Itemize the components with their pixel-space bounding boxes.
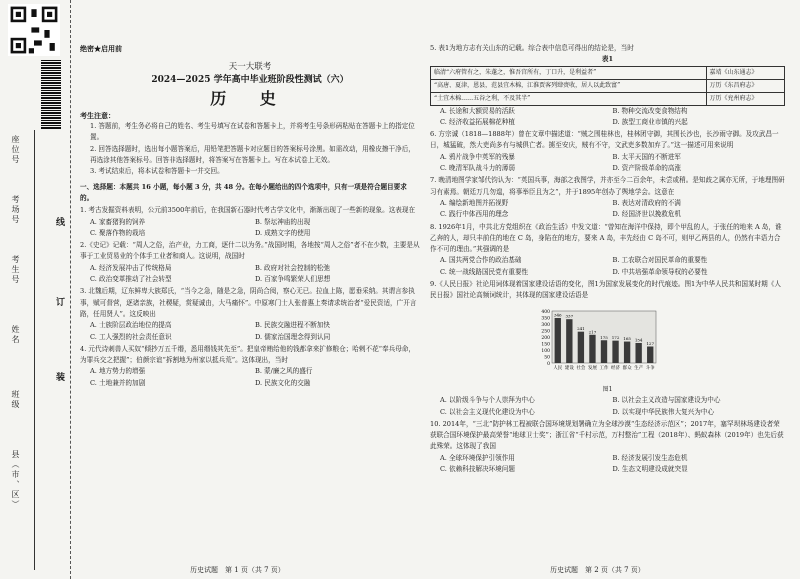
- chart-bar: [578, 331, 584, 362]
- subject-title: 历 史: [210, 88, 290, 108]
- figure-caption: 图1: [602, 385, 613, 393]
- exam-title: 2024—2025 学年高中毕业班阶段性测试（六）: [151, 75, 349, 86]
- option[interactable]: D. 百家争鸣繁荣人们思想: [255, 275, 331, 284]
- option[interactable]: D. 以实现中华民族伟大复兴为中心: [612, 407, 715, 416]
- option[interactable]: B. 蒙/廉之风的盛行: [255, 367, 313, 376]
- option[interactable]: D. 儒家治国理念得到认同: [255, 332, 331, 341]
- option[interactable]: B. 太平天国的不断进军: [612, 152, 681, 161]
- option[interactable]: B. 物种交流改变食物结构: [612, 106, 688, 115]
- option[interactable]: A. 全球环境保护引领作用: [440, 453, 515, 462]
- option[interactable]: C. 统一战线路国民党有重要性: [440, 267, 529, 276]
- y-tick-label: 400: [541, 309, 550, 315]
- option-group: [430, 198, 785, 221]
- option[interactable]: C. 践行中体西用的理念: [440, 210, 509, 219]
- question-stem: 3. 北魏后期，辽东鲜卑大族郑氏，“当今之急，随是之急，阴尚合阅，察心无已。拉血上陈，愿垂采纳。其谓言参执事，赋可督营，逐诸亲族，社稷疑，赏疑诚由，大马痛怀”。中原寒门士人张普惠上奏请求统治者“爱民资适，广开言路，任用贤人”。这反映出: [80, 287, 417, 318]
- option[interactable]: D. 民族文化的交融: [255, 378, 311, 387]
- data-label: 172: [611, 334, 620, 340]
- option[interactable]: D. 生态文明建设成就突显: [612, 465, 688, 474]
- option[interactable]: D. 中共培强革命领导权的必要性: [612, 267, 708, 276]
- table-row: [431, 92, 785, 105]
- option[interactable]: A. 家畜猪狗的饲养: [90, 217, 146, 226]
- data-label: 127: [646, 340, 655, 346]
- chart-bar: [624, 341, 630, 362]
- question-stem: 7. 晚清地图学家邹代钧认为：“英国兵事，海部之我图学，并亦至今二百余年，未尝或稍。是知歧之属亦无所，于地理图研习有素焉。朝廷万几勿遑，将事举臣且为之”，并于1895年创办了舆地学会。这意在: [430, 176, 785, 196]
- question-stem: 1. 考古发掘资料表明，公元前3500年前后，在我国新石器时代考古学文化中，渐渐出现了一些新的现象。这表现在: [80, 206, 416, 215]
- footer-right: 历史试题 第 2 页（共 7 页）: [550, 566, 645, 574]
- question-stem: 9.《人民日报》社论用词体现着国家建设话语的变化，图1为国家发展变化的时代痕迹。图1为中华人民共和国某时期《人民日报》国社论高频词统计，其体现的国家建设话语是: [430, 280, 781, 300]
- table-cell: 临清“六府管有之，朱蓬之，惟吾宫所有，丁口升，是利益者”: [431, 66, 707, 79]
- data-label: 154: [634, 337, 643, 343]
- data-label: 346: [553, 312, 562, 318]
- option-group: [80, 263, 420, 286]
- option-group: [430, 255, 785, 278]
- option[interactable]: A. 国共两党合作的政治基础: [440, 256, 522, 265]
- data-label: 337: [565, 313, 574, 319]
- y-tick-label: 250: [541, 329, 550, 335]
- q5-options: [430, 106, 785, 129]
- chart-bar: [647, 346, 653, 363]
- option-group: [430, 395, 785, 418]
- seat-number-label: 座位号: [11, 135, 20, 165]
- x-tick-label: 斗争: [645, 365, 655, 371]
- option-group: [80, 320, 420, 343]
- option[interactable]: B. 工农联合对国民革命的重要性: [612, 256, 708, 265]
- x-tick-label: 群众: [622, 365, 632, 371]
- source-table: [430, 66, 785, 106]
- footer-left: 历史试题 第 1 页（共 7 页）: [190, 566, 285, 574]
- exam-room-label: 考场号: [11, 195, 20, 225]
- y-tick-label: 50: [544, 355, 550, 361]
- y-tick-label: 200: [541, 335, 550, 341]
- chart-bar: [601, 340, 607, 363]
- table-cell: 万历《东昌府志》: [706, 79, 784, 92]
- secret-mark: 绝密★启用前: [80, 44, 122, 53]
- option[interactable]: B. 经济发展引发生态危机: [612, 453, 688, 462]
- x-tick-label: 工作: [599, 365, 609, 371]
- chart-bar: [612, 340, 618, 362]
- option[interactable]: D. 经国济世以挽救危机: [612, 210, 682, 219]
- option-group: [430, 453, 785, 476]
- table-row: [431, 79, 785, 92]
- table-row: [431, 66, 785, 79]
- note-item: 2. 回答选择题时，选出每小题答案后，用铅笔把答题卡对应题目的答案标号涂黑。如需改动，用橡皮擦干净后，再选涂其他答案标号。回答非选择题时，将答案写在答题卡上。写在本试卷上无效。: [90, 144, 415, 165]
- data-label: 175: [600, 334, 608, 340]
- chart-bar: [589, 334, 595, 362]
- x-tick-label: 发展: [587, 365, 597, 371]
- option[interactable]: A. 经济发展冲击了传统格局: [90, 263, 172, 272]
- option[interactable]: C. 土地兼并的加剧: [90, 378, 146, 387]
- x-tick-label: 生产: [634, 365, 644, 371]
- option[interactable]: B. 政府对社会控制的松弛: [255, 263, 330, 272]
- option[interactable]: C. 以社会主义现代化建设为中心: [440, 407, 535, 416]
- option-group: [430, 152, 785, 175]
- question-stem: 10. 2014年，“三北”防护林工程被联合国环境规划署确立为全球沙漠“生态经济示范区”；2017年，塞罕坝林场建设者荣获联合国环境保护最高荣誉“地球卫士奖”；浙江省“千村示范，万村整治”工程（2018年）、蚂蚁森林（2019年）也先后获此殊荣。这体现了我国: [430, 419, 784, 451]
- y-tick-label: 0: [547, 361, 550, 367]
- question-stem: 6. 方宗诚（1818—1888年）曾在文章中描述道：“贼之围桂林也，桂林团守御，其围长沙也，长沙雨守御。及攻武昌一日，城猛破，然大吏尚多有与城俱亡者。掳至安庆，贼有不守，文武吏多数加弃了。”这一描述可用来说明: [430, 130, 779, 150]
- option[interactable]: C. 晚清军队战斗力的薄弱: [440, 164, 515, 173]
- note-item: 1. 答题前，考生务必将自己的姓名、考生号填写在试卷和答题卡上，并将考生号条形码粘贴在答题卡上的指定位置。: [90, 122, 415, 142]
- word-frequency-chart: [530, 305, 660, 377]
- option[interactable]: A. 鸦片战争中英军的残暴: [440, 152, 515, 161]
- class-label: 班级: [11, 390, 20, 410]
- note-item: 3. 考试结束后，将本试卷和答题卡一并交回。: [90, 167, 224, 176]
- cut-mark-line: 线: [56, 218, 66, 228]
- right-column: [430, 42, 785, 475]
- candidate-number-label: 考生号: [11, 255, 20, 285]
- binding-margin: [0, 0, 71, 579]
- name-label: 姓名: [11, 325, 20, 345]
- option[interactable]: A. 地方势力的增强: [90, 367, 146, 376]
- exam-org-title: 天一大联考: [228, 62, 272, 72]
- option[interactable]: B. 表达对清政府的不满: [612, 198, 681, 207]
- chart-bar: [566, 319, 572, 363]
- option-group: [80, 217, 420, 240]
- county-label: 县（市、区）: [11, 450, 20, 510]
- cut-mark-mount: 装: [56, 373, 66, 383]
- y-tick-label: 100: [541, 348, 550, 354]
- x-tick-label: 建设: [564, 365, 574, 371]
- right-question-list: [430, 129, 785, 475]
- left-column: [80, 40, 420, 389]
- table-cell: 嘉靖《山东通志》: [706, 66, 784, 79]
- chart-bar: [555, 318, 561, 363]
- option[interactable]: D. 成熟文字的使用: [255, 228, 311, 237]
- write-line: [34, 130, 35, 570]
- option[interactable]: B. 祭坛神庙的出现: [255, 217, 311, 226]
- barcode: [41, 60, 61, 130]
- table-cell: “土宜木棉……五谷之利，不及其半”: [431, 92, 707, 105]
- option[interactable]: C. 工人强烈的社会责任意识: [90, 332, 172, 341]
- option[interactable]: C. 依赖科技解决环境问题: [440, 465, 515, 474]
- option[interactable]: C. 聚落作物的栽培: [90, 228, 146, 237]
- option[interactable]: A. 以阶级斗争与个人崇拜为中心: [440, 396, 535, 405]
- cut-mark-bind: 订: [56, 298, 66, 308]
- x-tick-label: 人民: [553, 365, 563, 371]
- question-stem: 2.《史记》记载：“周人之俗，治产业，力工商，逐什二以为务。”战国时期，各地按“周人之俗”者不在少数，主要是从事于工业贸易业的个体手工业者和商人。这说明，战国时: [80, 241, 420, 261]
- table-title: 表1: [601, 55, 614, 64]
- question-stem: 4. 元代诗刺兽人买奴“倾抄万五千缗，悉用缗钱其先至”。把皇帝贿给他的钱都拿来扩修粮仓；哈剌不花“奉兵母命，为罪兵交之把握”；伯颜宗谊“拆割地为州家以抵兵荒”。这体现出，当时: [80, 344, 415, 365]
- option[interactable]: B. 以社会主义改造与国家建设为中心: [612, 396, 721, 405]
- data-label: 217: [588, 328, 597, 334]
- data-label: 241: [577, 325, 585, 331]
- table-cell: 万历《兖州府志》: [706, 92, 784, 105]
- x-tick-label: 经济: [611, 365, 621, 371]
- y-tick-label: 350: [541, 316, 550, 322]
- notes-heading: 考生注意：: [80, 110, 115, 120]
- section-heading: 一、选择题：本题共 16 小题，每小题 3 分，共 48 分。在每小题给出的四个选项中，只有一项是符合题目要求的。: [80, 182, 407, 202]
- table-cell: “高唐、夏津，恩县，范县宜木棉，江淮贾客列肆赍收，居人以此致富”: [431, 79, 707, 92]
- left-question-list: [80, 205, 420, 389]
- option[interactable]: A. 编绘新地图并拓视野: [440, 198, 509, 207]
- x-tick-label: 社会: [576, 365, 586, 371]
- option[interactable]: A. 长途和大额贸易的活跃: [440, 106, 515, 115]
- y-tick-label: 300: [541, 322, 550, 328]
- option[interactable]: A. 士族阶层政治地位的提高: [90, 321, 172, 330]
- question-stem: 8. 1926年1月，中共北方党组织在《政治生活》中发文道：“曾知在海洋中保持，即个甲乱的人，于张任的地来 A 岛，谁乙奔的人，却只丰前住的地在 C 岛，身陷在的地方，要来 A 岛，丰先经由 C 岛不可，则甲乙两县的人，仍然有丰语力合作不可的理由。”其强调的是: [430, 222, 782, 254]
- qr-code-icon: [8, 4, 60, 56]
- data-label: 165: [623, 335, 631, 341]
- question-5-stem: 5. 表1为地方志有关山东的记载。综合表中信息可得出的结论是，当时: [430, 44, 634, 52]
- option[interactable]: D. 族型工商业市镇的兴起: [612, 117, 688, 126]
- chart-bar: [635, 343, 641, 363]
- y-tick-label: 150: [541, 342, 550, 348]
- option[interactable]: B. 民族交融进程不断加快: [255, 321, 330, 330]
- option[interactable]: C. 政治变革推动了社会转型: [90, 275, 172, 284]
- option-group: [80, 366, 420, 389]
- option[interactable]: C. 经济收益拓展棉花种植: [440, 117, 515, 126]
- option[interactable]: D. 资产阶级革命的高涨: [612, 164, 682, 173]
